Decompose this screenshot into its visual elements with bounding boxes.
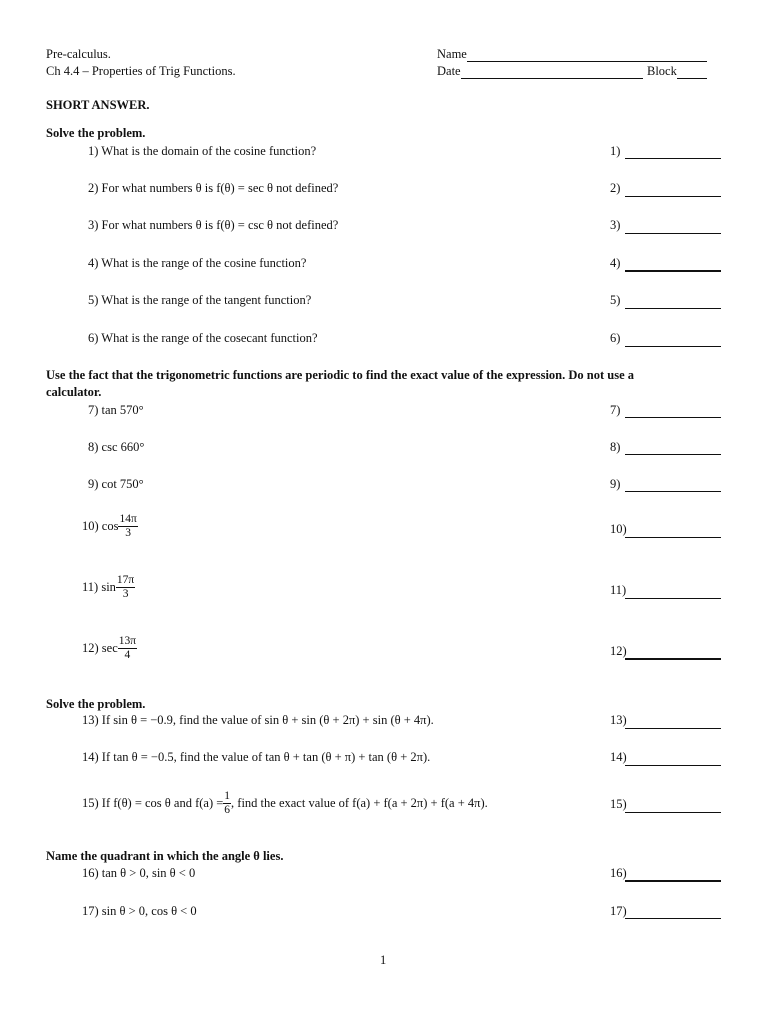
answer-label-12: 12) bbox=[610, 644, 627, 658]
answer-blank-15[interactable] bbox=[625, 811, 721, 813]
question-1: 1) What is the domain of the cosine function? bbox=[88, 144, 317, 158]
answer-blank-6[interactable] bbox=[625, 345, 721, 347]
question-9: 9) cot 750° bbox=[88, 477, 144, 491]
question-15-prefix: 15) If f(θ) = cos θ and f(a) = bbox=[82, 796, 224, 810]
solve-problem-heading-2: Solve the problem. bbox=[46, 697, 146, 711]
answer-label-8: 8) bbox=[610, 440, 621, 454]
periodic-instructions-line2: calculator. bbox=[46, 385, 102, 399]
answer-blank-1[interactable] bbox=[625, 157, 721, 159]
answer-blank-4[interactable] bbox=[625, 269, 721, 272]
fraction-denominator: 3 bbox=[122, 588, 129, 600]
fraction-numerator: 13π bbox=[118, 635, 137, 647]
quadrant-heading: Name the quadrant in which the angle θ lies. bbox=[46, 849, 284, 863]
question-10-prefix: 10) cos bbox=[82, 519, 119, 533]
question-4: 4) What is the range of the cosine function? bbox=[88, 256, 307, 270]
answer-label-2: 2) bbox=[610, 181, 621, 195]
question-13: 13) If sin θ = −0.9, find the value of sin θ + sin (θ + 2π) + sin (θ + 4π). bbox=[82, 713, 434, 727]
date-field[interactable] bbox=[437, 64, 643, 79]
fraction bbox=[223, 790, 231, 817]
answer-blank-9[interactable] bbox=[625, 490, 721, 492]
answer-label-14: 14) bbox=[610, 750, 627, 764]
answer-blank-8[interactable] bbox=[625, 453, 721, 455]
answer-label-9: 9) bbox=[610, 477, 621, 491]
question-5: 5) What is the range of the tangent function? bbox=[88, 293, 312, 307]
answer-label-6: 6) bbox=[610, 331, 621, 345]
question-14: 14) If tan θ = −0.5, find the value of tan θ + tan (θ + π) + tan (θ + 2π). bbox=[82, 750, 431, 764]
fraction-denominator: 6 bbox=[224, 804, 231, 816]
question-8: 8) csc 660° bbox=[88, 440, 145, 454]
question-11 bbox=[82, 574, 135, 601]
chapter-title: Ch 4.4 – Properties of Trig Functions. bbox=[46, 64, 236, 78]
question-16: 16) tan θ > 0, sin θ < 0 bbox=[82, 866, 196, 880]
question-3: 3) For what numbers θ is f(θ) = csc θ not defined? bbox=[88, 218, 339, 232]
answer-blank-7[interactable] bbox=[625, 416, 721, 418]
answer-label-7: 7) bbox=[610, 403, 621, 417]
name-label: Name bbox=[437, 47, 467, 61]
answer-label-1: 1) bbox=[610, 144, 621, 158]
periodic-instructions-line1: Use the fact that the trigonometric functions are periodic to find the exact value of the expression. Do not use a bbox=[46, 368, 635, 382]
answer-blank-11[interactable] bbox=[625, 597, 721, 599]
fraction bbox=[116, 574, 135, 601]
fraction-numerator: 1 bbox=[224, 790, 231, 802]
answer-blank-10[interactable] bbox=[625, 536, 721, 538]
answer-label-17: 17) bbox=[610, 904, 627, 918]
question-12 bbox=[82, 635, 137, 662]
answer-blank-13[interactable] bbox=[625, 727, 721, 729]
fraction bbox=[118, 513, 137, 540]
answer-label-5: 5) bbox=[610, 293, 621, 307]
answer-label-16: 16) bbox=[610, 866, 627, 880]
block-blank[interactable] bbox=[677, 65, 707, 79]
fraction bbox=[118, 635, 137, 662]
question-6: 6) What is the range of the cosecant function? bbox=[88, 331, 318, 345]
question-15-suffix: , find the exact value of f(a) + f(a + 2π) + f(a + 4π). bbox=[231, 796, 488, 810]
question-17: 17) sin θ > 0, cos θ < 0 bbox=[82, 904, 197, 918]
short-answer-heading: SHORT ANSWER. bbox=[46, 98, 150, 112]
question-15 bbox=[82, 790, 488, 817]
block-label: Block bbox=[647, 64, 677, 78]
answer-label-4: 4) bbox=[610, 256, 621, 270]
answer-blank-5[interactable] bbox=[625, 307, 721, 309]
date-blank[interactable] bbox=[461, 65, 643, 79]
answer-label-11: 11) bbox=[610, 583, 627, 597]
answer-blank-14[interactable] bbox=[625, 764, 721, 766]
block-field[interactable] bbox=[647, 64, 707, 79]
answer-label-15: 15) bbox=[610, 797, 627, 811]
question-10 bbox=[82, 513, 138, 540]
answer-blank-17[interactable] bbox=[625, 917, 721, 919]
question-7: 7) tan 570° bbox=[88, 403, 144, 417]
fraction-numerator: 14π bbox=[119, 513, 137, 525]
question-2: 2) For what numbers θ is f(θ) = sec θ not defined? bbox=[88, 181, 339, 195]
solve-problem-heading: Solve the problem. bbox=[46, 126, 146, 140]
answer-blank-2[interactable] bbox=[625, 195, 721, 197]
fraction-denominator: 4 bbox=[124, 649, 131, 661]
answer-label-10: 10) bbox=[610, 522, 627, 536]
date-label: Date bbox=[437, 64, 461, 78]
answer-blank-3[interactable] bbox=[625, 232, 721, 234]
fraction-denominator: 3 bbox=[125, 527, 131, 539]
answer-label-13: 13) bbox=[610, 713, 627, 727]
name-blank[interactable] bbox=[467, 48, 707, 62]
answer-blank-12[interactable] bbox=[625, 657, 721, 660]
fraction-numerator: 17π bbox=[116, 574, 135, 586]
question-12-prefix: 12) sec bbox=[82, 641, 118, 655]
course-title: Pre-calculus. bbox=[46, 47, 111, 61]
answer-label-3: 3) bbox=[610, 218, 621, 232]
question-11-prefix: 11) sin bbox=[82, 580, 116, 594]
page-number: 1 bbox=[380, 953, 387, 967]
answer-blank-16[interactable] bbox=[625, 879, 721, 882]
name-field[interactable] bbox=[437, 47, 707, 62]
